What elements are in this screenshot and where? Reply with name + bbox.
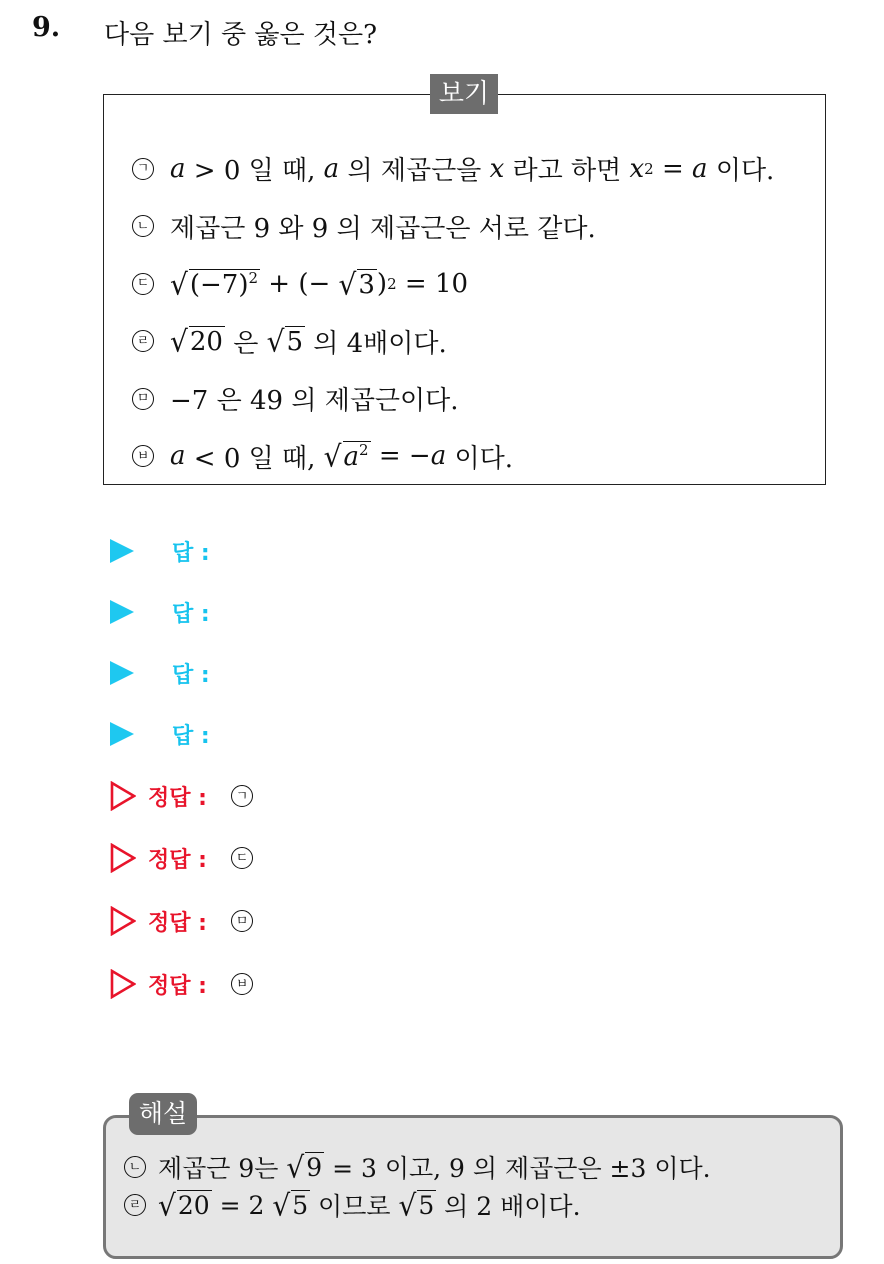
answer-row xyxy=(110,714,210,754)
bogi-item-3: ㄷ √ $(-7)^2$ + (− √ 3 ) 2 = 10 xyxy=(132,255,812,313)
sqrt-expression xyxy=(323,439,371,475)
text: 은 xyxy=(224,328,267,359)
circled-marker: ㄱ xyxy=(231,785,253,807)
correct-label: 정답 : xyxy=(148,973,207,999)
text: 의 2 배이다. xyxy=(436,1192,581,1221)
circled-marker: ㄱ xyxy=(132,158,154,180)
radical-sign-icon: √ xyxy=(170,324,188,360)
circled-marker: ㄷ xyxy=(132,273,154,295)
math-var: a xyxy=(430,441,447,472)
text: 의 4배이다. xyxy=(304,328,447,359)
text: 라고 하면 xyxy=(504,156,630,187)
filled-triangle-icon xyxy=(110,722,134,746)
radical-sign-icon: √ xyxy=(170,267,188,302)
answer-row xyxy=(110,653,210,693)
radical-sign-icon: √ xyxy=(286,1149,305,1185)
bogi-item-6 xyxy=(132,428,812,486)
answer-label: 답 : xyxy=(172,540,210,566)
outline-triangle-icon xyxy=(110,781,136,811)
text: 이다. xyxy=(446,443,513,474)
filled-triangle-icon xyxy=(110,539,134,563)
outline-triangle-icon xyxy=(110,969,136,999)
text: 의 제곱근을 xyxy=(339,156,490,187)
filled-triangle-icon xyxy=(110,661,134,685)
text: = xyxy=(653,153,693,184)
radical-sign-icon: √ xyxy=(266,324,285,360)
radicand: 20 xyxy=(177,1191,210,1221)
radical-sign-icon: √ xyxy=(398,1187,417,1223)
text: < 0 일 때, xyxy=(185,443,324,474)
sqrt-expression xyxy=(338,267,377,302)
explanation-line-2 xyxy=(124,1186,824,1224)
correct-label: 정답 : xyxy=(148,847,207,873)
bogi-item-2 xyxy=(132,198,812,256)
correct-answer-row xyxy=(110,838,253,878)
answer-label: 답 : xyxy=(172,601,210,627)
answer-row xyxy=(110,592,210,632)
radical-sign-icon: √ xyxy=(323,439,342,475)
filled-triangle-icon xyxy=(110,600,134,624)
explanation-label: 해설 xyxy=(129,1093,197,1135)
text: 제곱근 9는 xyxy=(158,1154,287,1183)
sqrt-expression xyxy=(286,1149,324,1185)
radical-sign-icon: √ xyxy=(158,1187,176,1223)
radicand: 5 xyxy=(292,1191,309,1221)
outline-triangle-icon xyxy=(110,843,136,873)
radical-sign-icon: √ xyxy=(272,1187,291,1223)
text: 이다. xyxy=(707,156,775,187)
radicand: a xyxy=(343,442,360,473)
correct-label: 정답 : xyxy=(148,785,207,811)
text: + (− xyxy=(260,268,339,299)
radical-sign-icon: √ xyxy=(338,267,357,302)
answer-row xyxy=(110,531,210,571)
circled-marker: ㅁ xyxy=(132,388,154,410)
correct-label: 정답 : xyxy=(148,910,207,936)
circled-marker: ㄹ xyxy=(132,330,154,352)
radicand: 9 xyxy=(306,1153,323,1183)
circled-marker: ㄴ xyxy=(124,1156,146,1178)
bogi-item-1: ㄱ a > 0 일 때, a 의 제곱근을 x 라고 하면 x 2 = a 이다. xyxy=(132,140,812,198)
radicand: 5 xyxy=(418,1191,435,1221)
math-var: a xyxy=(170,441,186,472)
math-var: a xyxy=(692,153,708,184)
exponent: 2 xyxy=(359,441,369,460)
question-number: 9. xyxy=(32,12,61,43)
circled-marker: ㅁ xyxy=(231,910,253,932)
circled-marker: ㅂ xyxy=(231,973,253,995)
radicand: 3 xyxy=(358,269,375,300)
bogi-list xyxy=(132,140,812,485)
bogi-item-4 xyxy=(132,313,812,371)
text: 제곱근 9 와 9 의 제곱근은 서로 같다. xyxy=(170,213,596,244)
answer-label: 답 : xyxy=(172,662,210,688)
circled-marker: ㅂ xyxy=(132,445,154,467)
circled-marker: ㄷ xyxy=(231,847,253,869)
circled-marker: ㄹ xyxy=(124,1194,146,1216)
math-var: x xyxy=(489,153,505,184)
text: = − xyxy=(370,441,431,472)
answer-label: 답 : xyxy=(172,723,210,749)
sqrt-expression xyxy=(266,324,305,360)
text: −7 은 49 의 제곱근이다. xyxy=(170,386,459,417)
text: = 3 이고, 9 의 제곱근은 ±3 이다. xyxy=(324,1154,711,1183)
sqrt-expression xyxy=(158,1187,212,1223)
radicand: (−7) xyxy=(189,269,249,300)
explanation-lines xyxy=(124,1148,824,1224)
math-var: a xyxy=(170,153,186,184)
text: = 2 xyxy=(211,1190,273,1220)
math-var: a xyxy=(323,153,340,184)
math-var: x xyxy=(629,153,645,184)
text: > 0 일 때, xyxy=(185,156,324,187)
circled-marker: ㄴ xyxy=(132,215,154,237)
bogi-label: 보기 xyxy=(430,74,498,114)
sqrt-expression xyxy=(272,1187,310,1223)
correct-answer-row xyxy=(110,901,253,941)
correct-answer-row xyxy=(110,964,253,1004)
radicand: 5 xyxy=(286,327,303,358)
bogi-item-5 xyxy=(132,370,812,428)
text: 이므로 xyxy=(310,1192,399,1221)
explanation-line-1 xyxy=(124,1148,824,1186)
sqrt-expression xyxy=(170,267,260,302)
outline-triangle-icon xyxy=(110,906,136,936)
text: = 10 xyxy=(396,268,469,299)
sqrt-expression xyxy=(398,1187,436,1223)
exponent: 2 xyxy=(248,268,259,287)
question-text: 다음 보기 중 옳은 것은? xyxy=(104,20,378,50)
radicand: 20 xyxy=(189,327,223,358)
correct-answer-row xyxy=(110,776,253,816)
sqrt-expression xyxy=(170,324,225,360)
